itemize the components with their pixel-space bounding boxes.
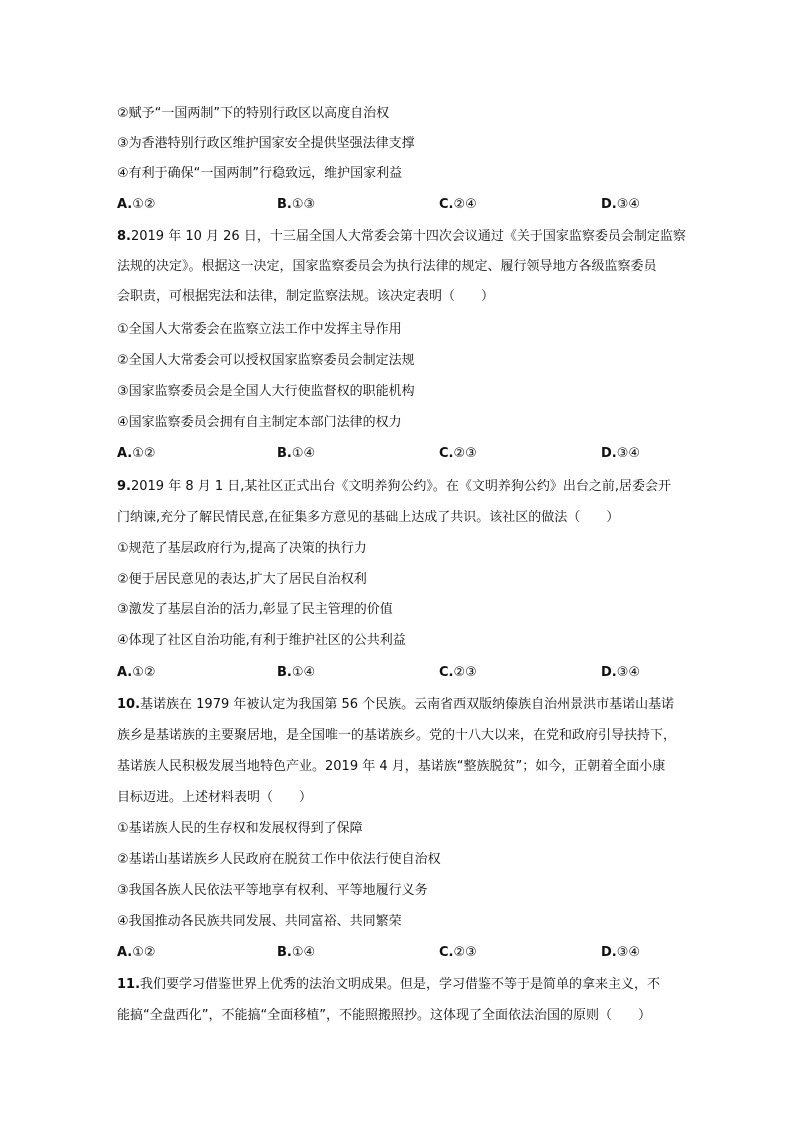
q8-item-2: ②全国人大常委会可以授权国家监察委员会制定法规	[117, 353, 415, 368]
q10-stem-line-3: 基诺族人民积极发展当地特色产业。2019 年 4 月，基诺族“整族脱贫”；如今，正朝着全面小康	[117, 759, 666, 774]
q9-item-2: ②便于居民意见的表达,扩大了居民自治权利	[117, 572, 367, 587]
q8-item-4: ④国家监察委员会拥有自主制定本部门法律的权力	[117, 415, 402, 430]
q8-stem-line-2: 法规的决定》。根据这一决定，国家监察委员会为执行法律的规定、履行领导地方各级监察委员	[117, 259, 657, 274]
q9-item-4: ④体现了社区自治功能,有利于维护社区的公共利益	[117, 633, 406, 648]
q9-option-b: B.①④	[277, 665, 316, 680]
q10-item-2: ②基诺山基诺族乡人民政府在脱贫工作中依法行使自治权	[117, 852, 441, 867]
q10-stem-line-1: 10.基诺族在 1979 年被认定为我国第 56 个民族。云南省西双版纳傣族自治州景洪市基诺山基诺	[117, 697, 675, 712]
q9-stem-line-1: 9.2019 年 8 月 1 日,某社区正式出台《文明养狗公约》。在《文明养狗公约》出台之前,居委会开	[117, 479, 672, 494]
q10-option-c: C.②③	[439, 945, 477, 960]
q7-item-2: ②赋予“一国两制”下的特别行政区以高度自治权	[117, 106, 390, 121]
q11-stem-line-2: 能搞“全盘西化”，不能搞“全面移植”，不能照搬照抄。这体现了全面依法治国的原则（ ）	[117, 1008, 651, 1023]
q11-number: 11.	[117, 977, 141, 992]
q8-option-a: A.①②	[117, 446, 156, 461]
q8-item-1: ①全国人大常委会在监察立法工作中发挥主导作用	[117, 322, 402, 337]
q10-options	[117, 943, 677, 963]
q9-option-a: A.①②	[117, 665, 156, 680]
q7-item-3: ③为香港特别行政区维护国家安全提供坚强法律支撑	[117, 136, 415, 151]
q10-item-1: ①基诺族人民的生存权和发展权得到了保障	[117, 821, 363, 836]
q10-option-a: A.①②	[117, 945, 156, 960]
q11-stem-line-1: 11.我们要学习借鉴世界上优秀的法治文明成果。但是，学习借鉴不等于是简单的拿来主义，不	[117, 977, 661, 992]
q10-item-4: ④我国推动各民族共同发展、共同富裕、共同繁荣	[117, 914, 402, 929]
q8-option-c: C.②③	[439, 446, 477, 461]
q8-option-d: D.③④	[601, 446, 641, 461]
q9-option-d: D.③④	[601, 665, 641, 680]
q7-item-4: ④有利于确保“一国两制”行稳致远，维护国家利益	[117, 166, 403, 181]
q9-option-c: C.②③	[439, 665, 477, 680]
q7-options	[117, 195, 677, 215]
q10-number: 10.	[117, 697, 141, 712]
q7-option-c: C.②④	[439, 197, 477, 212]
q10-option-b: B.①④	[277, 945, 316, 960]
q10-stem-line-2: 族乡是基诺族的主要聚居地，是全国唯一的基诺族乡。党的十八大以来，在党和政府引导扶持下，	[117, 728, 677, 743]
q9-item-1: ①规范了基层政府行为,提高了决策的执行力	[117, 541, 367, 556]
q8-option-b: B.①④	[277, 446, 316, 461]
q9-options	[117, 663, 677, 683]
q9-stem-line-2: 门纳谏,充分了解民情民意,在征集多方意见的基础上达成了共识。该社区的做法（ ）	[117, 510, 620, 525]
q7-option-a: A.①②	[117, 197, 156, 212]
q8-stem-line-1: 8.2019 年 10 月 26 日，十三届全国人大常委会第十四次会议通过《关于国家监察委员会制定监察	[117, 229, 686, 244]
q7-option-d: D.③④	[601, 197, 641, 212]
q8-options	[117, 444, 677, 464]
q8-number: 8.	[117, 229, 131, 244]
q7-option-b: B.①③	[277, 197, 316, 212]
q9-item-3: ③激发了基层自治的活力,彰显了民主管理的价值	[117, 602, 393, 617]
q9-number: 9.	[117, 479, 131, 494]
q10-option-d: D.③④	[601, 945, 641, 960]
q8-stem-line-3: 会职责，可根据宪法和法律，制定监察法规。该决定表明（ ）	[117, 289, 495, 304]
q10-stem-line-4: 目标迈进。上述材料表明（ ）	[117, 790, 313, 805]
q10-item-3: ③我国各族人民依法平等地享有权利、平等地履行义务	[117, 883, 428, 898]
q8-item-3: ③国家监察委员会是全国人大行使监督权的职能机构	[117, 384, 415, 399]
